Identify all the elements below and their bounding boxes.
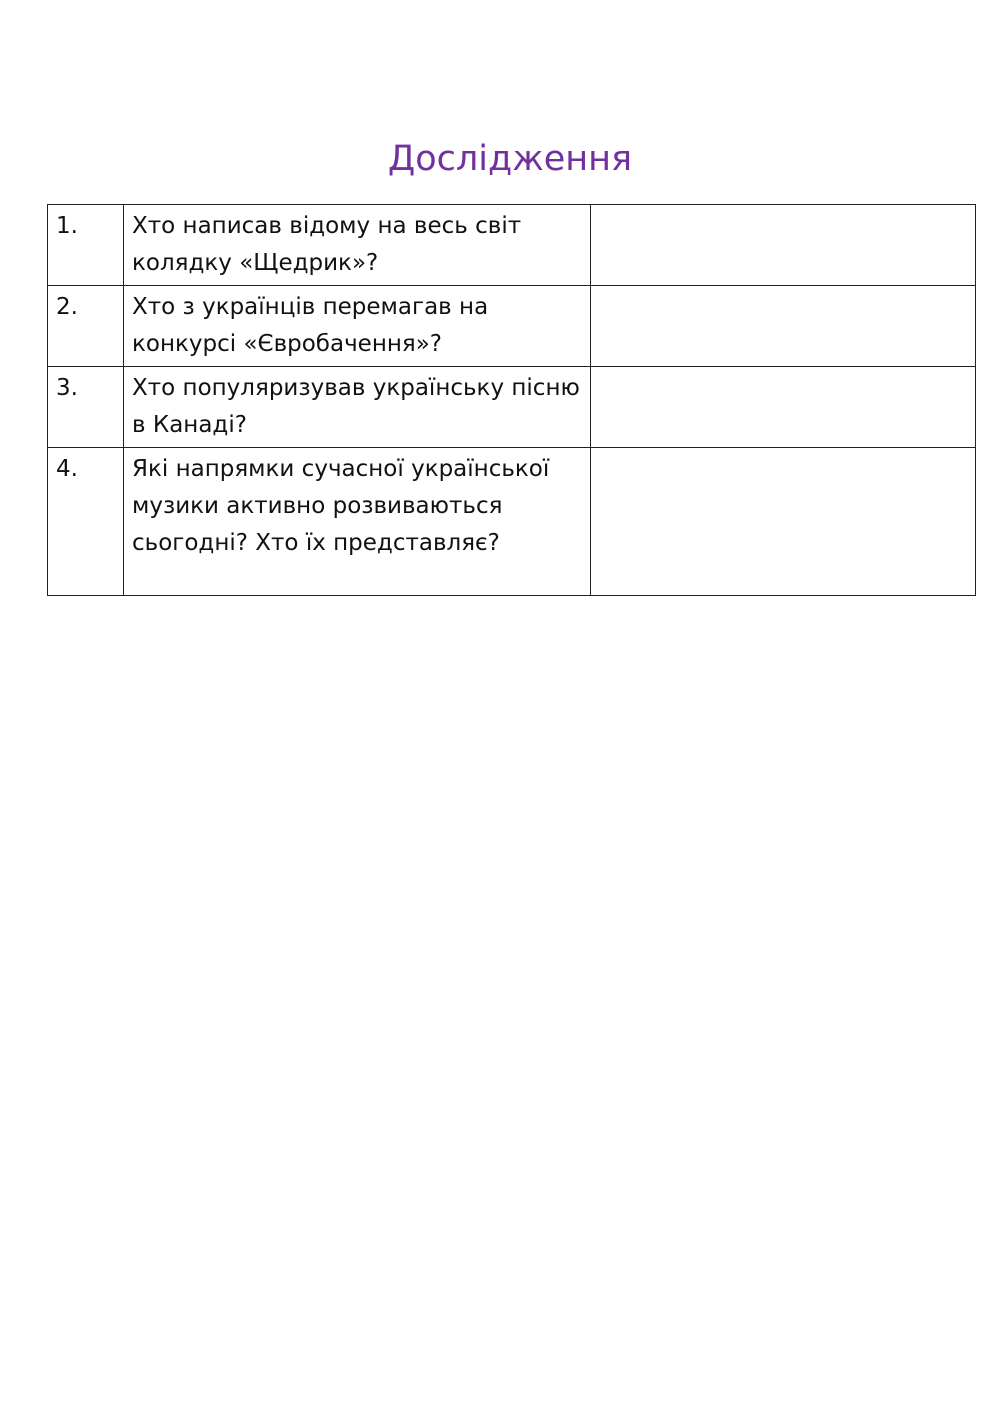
- questions-table: [47, 204, 976, 596]
- page-title: Дослідження: [387, 139, 633, 179]
- question-number: 4.: [48, 448, 124, 596]
- question-number: 2.: [48, 286, 124, 367]
- question-number: 3.: [48, 367, 124, 448]
- answer-cell[interactable]: [591, 367, 976, 448]
- question-text: Які напрямки сучасної української музики активно розвиваються сьогодні? Хто їх представляє?: [124, 448, 591, 596]
- question-text: Хто з українців перемагав на конкурсі «Євробачення»?: [124, 286, 591, 367]
- answer-cell[interactable]: [591, 205, 976, 286]
- answer-cell[interactable]: [591, 286, 976, 367]
- table-row: [48, 448, 976, 596]
- answer-cell[interactable]: [591, 448, 976, 596]
- table-row: [48, 205, 976, 286]
- question-text: Хто написав відому на весь світ колядку «Щедрик»?: [124, 205, 591, 286]
- question-text: Хто популяризував українську пісню в Канаді?: [124, 367, 591, 448]
- question-number: 1.: [48, 205, 124, 286]
- table-row: [48, 286, 976, 367]
- table-row: [48, 367, 976, 448]
